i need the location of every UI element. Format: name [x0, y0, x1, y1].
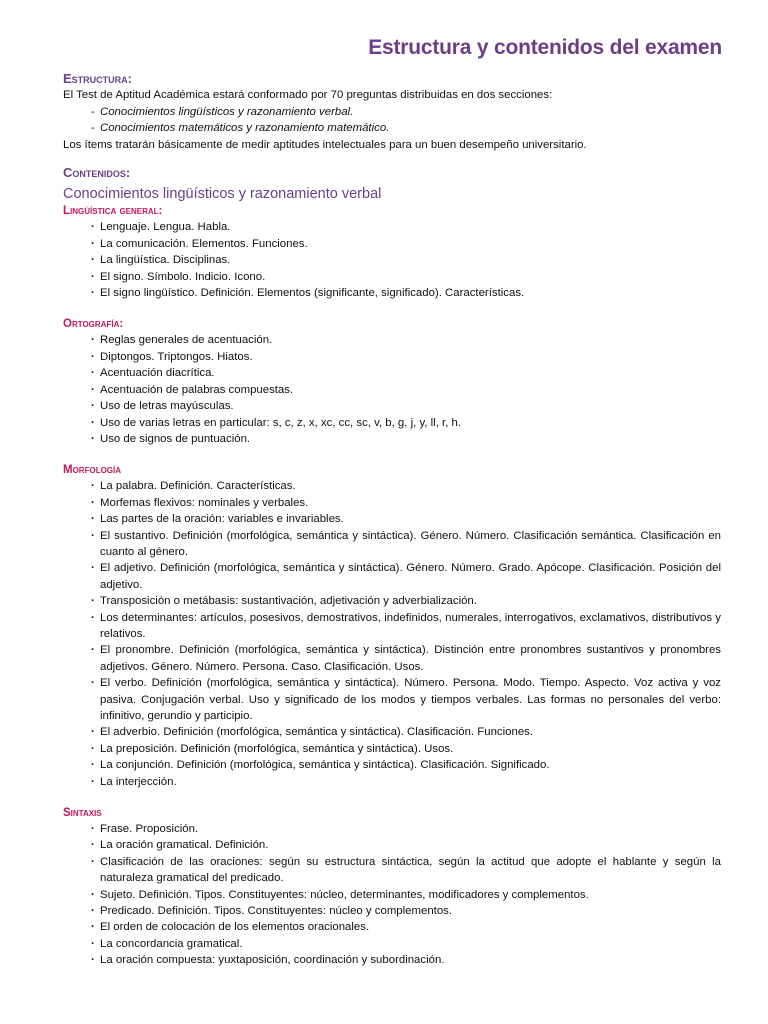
category-heading: Ortografía: — [63, 318, 124, 331]
document-body — [63, 71, 721, 969]
list-item: · Uso de varias letras en particular: s, c, z, x, xc, cc, sc, v, b, g, j, y, ll, r, h. — [93, 415, 721, 431]
category-block — [63, 462, 721, 790]
page-title: Estructura y contenidos del examen — [368, 36, 722, 59]
list-item: · El signo. Símbolo. Indicio. Icono. — [93, 269, 721, 285]
category-items — [63, 821, 721, 969]
section-heading-estructura: Estructura: — [63, 71, 132, 86]
list-item: · El adverbio. Definición (morfológica, semántica y sintáctica). Clasificación. Funciones. — [93, 724, 721, 740]
list-item: · Uso de letras mayúsculas. — [93, 398, 721, 414]
list-item: · El orden de colocación de los elementos oracionales. — [93, 919, 721, 935]
category-block — [63, 316, 721, 447]
list-item: · Transposición o metábasis: sustantivación, adjetivación y adverbialización. — [93, 593, 721, 609]
list-item: - Conocimientos matemáticos y razonamiento matemático. — [91, 120, 721, 136]
list-item: · Predicado. Definición. Tipos. Constituyentes: núcleo y complementos. — [93, 903, 721, 919]
list-item: · El adjetivo. Definición (morfológica, semántica y sintáctica). Género. Número. Grado. Apócope. Clasificación. Posición del adjetivo. — [93, 560, 721, 593]
contenidos-section — [63, 165, 721, 969]
list-item: · La lingüística. Disciplinas. — [93, 252, 721, 268]
category-heading: Lingüística general: — [63, 205, 163, 218]
list-item: · La interjección. — [93, 774, 721, 790]
estructura-closing: Los ítems tratarán básicamente de medir aptitudes intelectuales para un buen desempeño universitario. — [63, 138, 587, 151]
list-item: · Acentuación diacrítica. — [93, 365, 721, 381]
list-item: · El verbo. Definición (morfológica, semántica y sintáctica). Número. Persona. Modo. Tiempo. Aspecto. Voz activa y voz pasiva. Conjugación verbal. Uso y significado de los modos y tiempos verbales. Las formas no personales del verbo: infinitivo, gerundio y participio. — [93, 675, 721, 724]
list-item: · El signo lingüístico. Definición. Elementos (significante, significado). Características. — [93, 285, 721, 301]
list-item: · La preposición. Definición (morfológica, semántica y sintáctica). Usos. — [93, 741, 721, 757]
estructura-intro: El Test de Aptitud Académica estará conformado por 70 preguntas distribuidas en dos secciones: — [63, 89, 553, 102]
contenidos-subheading: Conocimientos lingüísticos y razonamiento verbal — [63, 186, 382, 203]
list-item: · Uso de signos de puntuación. — [93, 431, 721, 447]
estructura-section — [63, 71, 721, 153]
list-item: · Sujeto. Definición. Tipos. Constituyentes: núcleo, determinantes, modificadores y complementos. — [93, 887, 721, 903]
list-item: · Clasificación de las oraciones: según su estructura sintáctica, según la actitud que adopte el hablante y según la naturaleza gramatical del predicado. — [93, 854, 721, 887]
category-items — [63, 332, 721, 447]
category-block — [63, 805, 721, 969]
list-item: · Las partes de la oración: variables e invariables. — [93, 511, 721, 527]
list-item: · Lenguaje. Lengua. Habla. — [93, 219, 721, 235]
list-item: · La conjunción. Definición (morfológica, semántica y sintáctica). Clasificación. Significado. — [93, 757, 721, 773]
category-heading: Morfología — [63, 464, 122, 477]
category-items — [63, 478, 721, 790]
list-item: · Acentuación de palabras compuestas. — [93, 382, 721, 398]
list-item: · Los determinantes: artículos, posesivos, demostrativos, indefinidos, numerales, interrogativos, exclamativos, distributivos y relativos. — [93, 610, 721, 643]
list-item: - Conocimientos lingüísticos y razonamiento verbal. — [91, 104, 721, 120]
list-item: · Frase. Proposición. — [93, 821, 721, 837]
sections-list — [63, 104, 721, 137]
list-item: · Diptongos. Triptongos. Hiatos. — [93, 349, 721, 365]
list-item: · La oración gramatical. Definición. — [93, 837, 721, 853]
list-item: · La concordancia gramatical. — [93, 936, 721, 952]
list-item: · La palabra. Definición. Características. — [93, 478, 721, 494]
category-heading: Sintaxis — [63, 807, 102, 820]
list-item: · Morfemas flexivos: nominales y verbales. — [93, 495, 721, 511]
list-item: · Reglas generales de acentuación. — [93, 332, 721, 348]
category-items — [63, 219, 721, 301]
list-item: · El pronombre. Definición (morfológica, semántica y sintáctica). Distinción entre pronombres sustantivos y pronombres adjetivos. Género. Número. Persona. Caso. Clasificación. Usos. — [93, 642, 721, 675]
category-block — [63, 203, 721, 301]
section-heading-contenidos: Contenidos: — [63, 165, 131, 181]
categories-container — [63, 203, 721, 968]
list-item: · La oración compuesta: yuxtaposición, coordinación y subordinación. — [93, 952, 721, 968]
list-item: · La comunicación. Elementos. Funciones. — [93, 236, 721, 252]
list-item: · El sustantivo. Definición (morfológica, semántica y sintáctica). Género. Número. Clasificación semántica. Clasificación en cuanto al género. — [93, 528, 721, 561]
